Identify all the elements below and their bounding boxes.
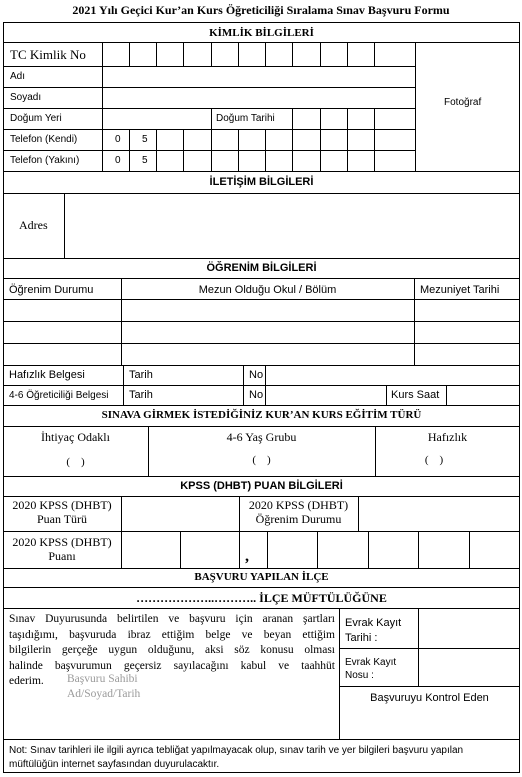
declaration-line: bilgilerin gerçeğe uygun olduğunu, aksi söz konusu olması	[9, 644, 335, 656]
iletisim-header: İLETİŞİM BİLGİLERİ	[209, 176, 314, 188]
hafizlik-checkbox[interactable]: ( )	[424, 454, 444, 466]
ogrenim-durumu-col: Öğrenim Durumu	[9, 284, 94, 296]
tc-label: TC Kimlik No	[10, 47, 86, 62]
kpss-ogrenim-line1: 2020 KPSS (DHBT)	[248, 498, 349, 512]
hafizlik-no-label: No	[249, 369, 264, 381]
kpss-header: KPSS (DHBT) PUAN BİLGİLERİ	[180, 480, 343, 492]
tel-yakini-prefix-0: 0	[115, 155, 121, 166]
declaration-line: ederim.	[9, 675, 44, 687]
ilce-header: BAŞVURU YAPILAN İLÇE	[194, 571, 329, 583]
mezuniyet-tarihi-col: Mezuniyet Tarihi	[420, 284, 500, 296]
ihtiyac-odakli-label: İhtiyaç Odaklı	[41, 430, 110, 444]
ogreticilik-no-label: No	[249, 389, 264, 401]
dogum-tarihi-label: Doğum Tarihi	[216, 113, 275, 124]
tel-kendi-prefix-5: 5	[142, 134, 148, 145]
evrak-kayit-tarihi-line2: Tarihi :	[345, 632, 378, 644]
yas-grubu-checkbox[interactable]: ( )	[252, 454, 271, 466]
ogreticilik-tarih-label: Tarih	[129, 389, 153, 401]
hafizlik-tarih-label: Tarih	[129, 369, 153, 381]
ilce-mufti-line: ………………..……….. İLÇE MÜFTÜLÜĞÜNE	[136, 591, 387, 605]
kpss-puan-turu-line1: 2020 KPSS (DHBT)	[12, 498, 112, 512]
declaration-line: halinde başvurumun geçersiz sayılacağını kabul ve taahhüt	[9, 659, 335, 672]
dogum-yeri-label: Doğum Yeri	[10, 113, 62, 124]
tel-kendi-prefix-0: 0	[115, 134, 121, 145]
evrak-kayit-tarihi-line1: Evrak Kayıt	[345, 617, 402, 629]
declaration-line: taşıdığımı, başvuruda ibraz ettiğim belge ve beyan ettiğim	[9, 628, 335, 641]
adi-label: Adı	[10, 71, 26, 82]
kurs-saat-label: Kurs Saat	[391, 389, 440, 401]
kpss-puani-line2: Puanı	[48, 549, 76, 563]
ad-soyad-tarih-label: Ad/Soyad/Tarih	[67, 688, 141, 700]
kontrol-eden-label: Başvuruyu Kontrol Eden	[370, 692, 489, 704]
kpss-puani-line1: 2020 KPSS (DHBT)	[12, 535, 112, 549]
note-line-2: müftülüğün internet sayfasından duyurulacaktır.	[9, 759, 220, 770]
kpss-decimal-comma: ,	[245, 548, 249, 565]
tel-kendi-label: Telefon (Kendi)	[10, 134, 78, 145]
adres-label: Adres	[19, 218, 48, 232]
declaration-text	[9, 612, 335, 690]
yas-grubu-label: 4-6 Yaş Grubu	[226, 430, 297, 444]
hafizlik-option-label: Hafızlık	[427, 430, 468, 444]
kpss-puan-turu-line2: Puan Türü	[36, 512, 88, 526]
evrak-kayit-nosu-line2: Nosu :	[345, 670, 374, 681]
basvuru-sahibi-label: Başvuru Sahibi	[67, 673, 138, 685]
ihtiyac-odakli-checkbox[interactable]: ( )	[66, 456, 85, 468]
soyadi-label: Soyadı	[10, 92, 42, 103]
kimlik-header: KİMLİK BİLGİLERİ	[209, 27, 314, 39]
mezun-okul-col: Mezun Olduğu Okul / Bölüm	[198, 284, 337, 296]
kpss-ogrenim-line2: Öğrenim Durumu	[255, 512, 342, 526]
evrak-kayit-nosu-line1: Evrak Kayıt	[345, 657, 397, 668]
declaration-line: Sınav Duyurusunda belirtilen ve başvuru için aranan şartları	[9, 613, 335, 625]
form-title: 2021 Yılı Geçici Kur’an Kurs Öğreticiliği Sıralama Sınav Başvuru Formu	[72, 3, 450, 17]
hafizlik-belgesi-label: Hafızlık Belgesi	[9, 369, 85, 381]
fotograf-label: Fotoğraf	[444, 97, 482, 108]
tel-yakini-prefix-5: 5	[142, 155, 148, 166]
egitim-turu-header: SINAVA GİRMEK İSTEDİĞİNİZ KUR’AN KURS EĞİTİM TÜRÜ	[101, 409, 422, 421]
ogreticilik-belgesi-label: 4-6 Öğreticiliği Belgesi	[9, 390, 109, 401]
tel-yakini-label: Telefon (Yakını)	[10, 155, 80, 166]
ogrenim-header: ÖĞRENİM BİLGİLERİ	[206, 262, 317, 274]
note-line-1: Not: Sınav tarihleri ile ilgili ayrıca tebliğat yapılmayacak olup, sınav tarih ve yer bilgileri başvuru yapılan	[9, 745, 464, 756]
